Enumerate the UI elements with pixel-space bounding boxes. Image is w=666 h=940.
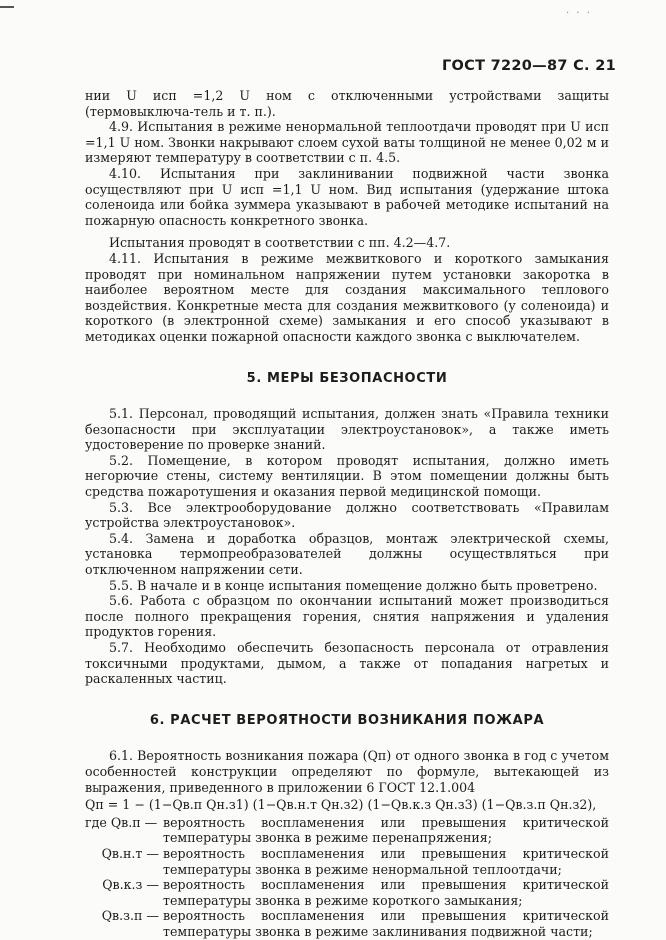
paragraph-continuation: нии U исп =1,2 U ном с отключенными устройствами защиты (термовыключа-тель и т. п.).: [85, 88, 609, 119]
item-5-3: 5.3. Все электрооборудование должно соответствовать «Правилам устройства электроустановок».: [85, 499, 609, 531]
definition-row: Qв.к.з — вероятность воспламенения или превышения критической температуры звонка в режиме короткого замыкания;: [102, 877, 609, 908]
definitions-list: [85, 815, 609, 940]
item-5-2: 5.2. Помещение, в котором проводят испытания, должно иметь негорючие стены, систему вентиляции. В этом помещении должны быть средства пожаротушения и оказания первой медицинской помощи.: [85, 452, 609, 500]
page-body: [85, 88, 609, 940]
item-5-6: 5.6. Работа с образцом по окончании испытаний может производиться после полного прекращения горения, снятия напряжения и удаления продуктов горения.: [85, 593, 609, 640]
page-header: ГОСТ 7220—87 С. 21: [441, 58, 616, 74]
where-label: где: [85, 814, 107, 830]
item-5-1: 5.1. Персонал, проводящий испытания, должен знать «Правила техники безопасности при эксплуатации электроустановок», а также иметь удостоверение по проверке знаний.: [85, 406, 609, 453]
definition-symbol: Qв.з.п: [101, 908, 143, 924]
scan-edge-mark: [0, 6, 14, 8]
definition-text: вероятность воспламенения или превышения критической температуры звонка в режиме ненормальной теплоотдачи;: [163, 845, 609, 877]
paragraph-4-11: 4.11. Испытания в режиме межвиткового и короткого замыкания проводят при номинальном напряжении путем установки закоротка в наиболее вероятном месте для создания максимального теплового воздействия. Конкретные места для создания межвиткового (у соленоида) и короткого (в электронной схеме) замыкания и его способ указывают в методиках оценки пожарной опасности каждого звонка с выключателем.: [85, 250, 609, 344]
probability-formula: Qп = 1 − (1−Qв.п Qн.з1) (1−Qв.н.т Qн.з2) (1−Qв.к.з Qн.з3) (1−Qв.з.п Qн.з2),: [85, 797, 597, 813]
item-6-1: 6.1. Вероятность возникания пожара (Qп) от одного звонка в год с учетом особенностей конструкции определяют по формуле, вытекающей из выражения, приведенного в приложении 6 ГОСТ 12.1.004: [85, 748, 609, 795]
scan-artifact: · · ·: [566, 8, 592, 19]
definition-row: Qв.з.п — вероятность воспламенения или превышения критической температуры звонка в режиме заклинивания подвижной части;: [101, 908, 609, 939]
definition-row: где Qв.п — вероятность воспламенения или превышения критической температуры звонка в режиме перенапряжения;: [85, 814, 609, 846]
definition-row: Qв.н.т — вероятность воспламенения или превышения критической температуры звонка в режиме ненормальной теплоотдачи;: [101, 845, 609, 877]
paragraph-4-10-note: Испытания проводят в соответствии с пп. 4.2—4.7.: [109, 235, 451, 251]
paragraph-4-9: 4.9. Испытания в режиме ненормальной теплоотдачи проводят при U исп =1,1 U ном. Звонки накрывают слоем сухой ваты толщиной не менее 0,02 м и измеряют температуру в соответствии с п. 4.5.: [85, 119, 609, 166]
definition-text: вероятность воспламенения или превышения критической температуры звонка в режиме короткого замыкания;: [163, 877, 609, 908]
item-5-4: 5.4. Замена и доработка образцов, монтаж электрической схемы, установка термопреобразователей должны осуществляться при отключенном напряжении сети.: [85, 530, 609, 578]
definition-symbol: Qв.к.з: [102, 877, 143, 893]
paragraph-4-10: 4.10. Испытания при заклинивании подвижной части звонка осуществляют при U исп =1,1 U ном. Вид испытания (удержание штока соленоида или бойка зуммера указывают в рабочей методике испытаний на пожарную опасность конкретного звонка.: [85, 165, 609, 228]
definition-text: вероятность воспламенения или превышения критической температуры звонка в режиме заклинивания подвижной части;: [163, 908, 609, 939]
section-6-title: 6. РАСЧЕТ ВЕРОЯТНОСТИ ВОЗНИКАНИЯ ПОЖАРА: [149, 712, 545, 728]
section-5-title: 5. МЕРЫ БЕЗОПАСНОСТИ: [246, 370, 448, 386]
definition-symbol: Qв.н.т: [101, 845, 143, 861]
definition-symbol: Qв.п: [110, 814, 141, 830]
item-5-7: 5.7. Необходимо обеспечить безопасность персонала от отравления токсичными продуктами, дымом, а также от попадания нагретых и раскаленных частиц.: [85, 640, 609, 687]
item-5-5: 5.5. В начале и в конце испытания помещение должно быть проветрено.: [109, 577, 598, 593]
definition-text: вероятность воспламенения или превышения критической температуры звонка в режиме перенапряжения;: [163, 814, 609, 846]
